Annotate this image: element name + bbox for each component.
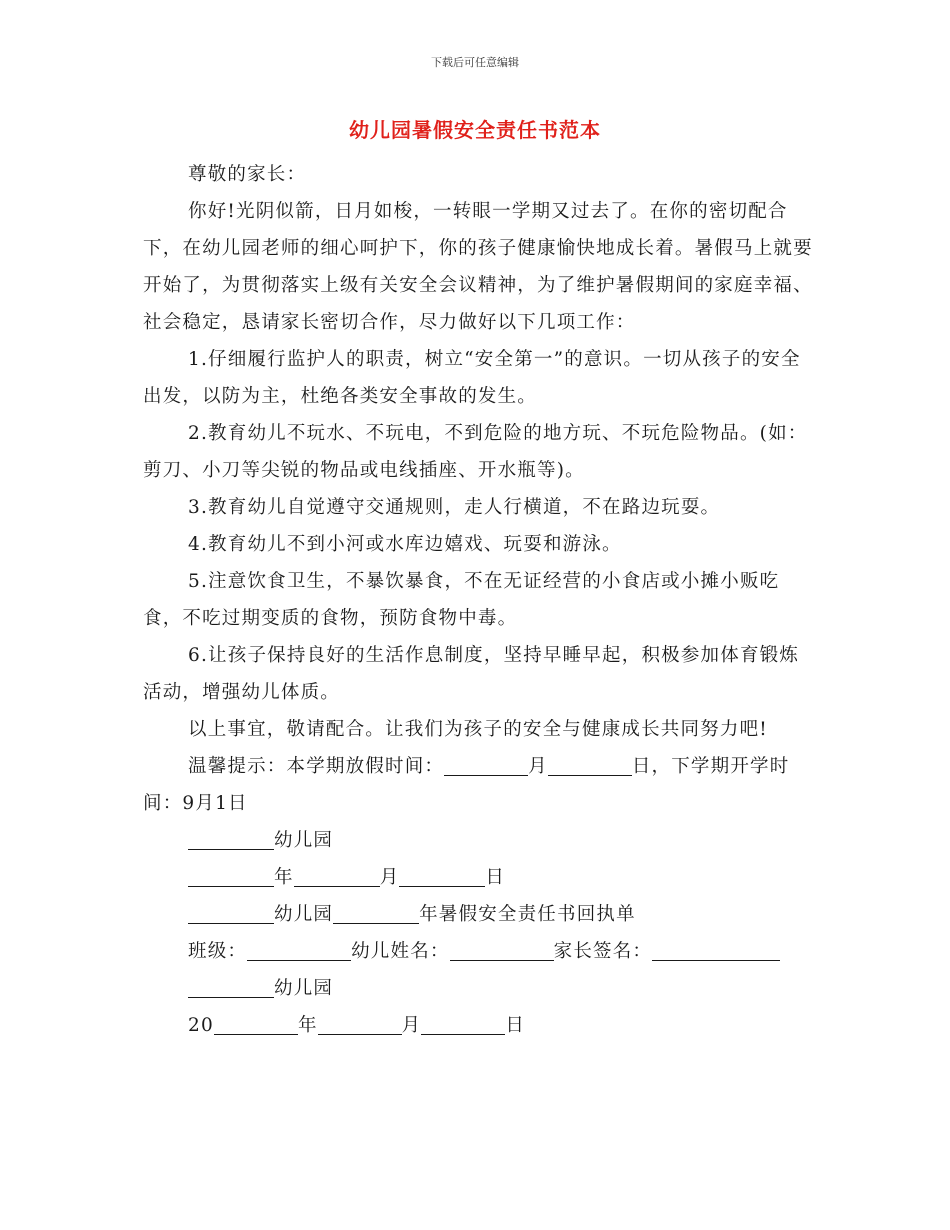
day-label: 日 xyxy=(485,867,506,888)
blank-line xyxy=(399,864,485,887)
receipt-kindergarten-label: 幼儿园 xyxy=(274,904,334,925)
blank-line xyxy=(188,975,274,998)
salutation: 尊敬的家长： xyxy=(188,164,307,185)
header-note: 下载后可任意编辑 xyxy=(431,56,519,69)
blank-line xyxy=(188,901,274,924)
list-item: 6.让孩子保持良好的生活作息制度，坚持早睡早起，积极参加体育锻炼活动，增强幼儿体质。 xyxy=(143,645,800,703)
document-body xyxy=(143,156,813,1044)
receipt-kindergarten-sign: 幼儿园 xyxy=(274,978,334,999)
kindergarten-label: 幼儿园 xyxy=(274,830,334,851)
reminder-month: 月 xyxy=(528,756,548,777)
blank-line xyxy=(318,1012,402,1035)
blank-line xyxy=(214,1012,298,1035)
parent-signature-label: 家长签名： xyxy=(553,941,653,962)
child-name-label: 幼儿姓名： xyxy=(351,941,450,962)
list-item: 2.教育幼儿不玩水、不玩电，不到危险的地方玩、不玩危险物品。(如：剪刀、小刀等尖锐的物品或电线插座、开水瓶等)。 xyxy=(143,423,808,481)
blank-line xyxy=(188,864,274,887)
day-label: 日 xyxy=(505,1015,526,1036)
parent-signature-blank xyxy=(652,938,780,961)
receipt-date xyxy=(143,1007,813,1044)
blank-line xyxy=(294,864,380,887)
list-item: 5.注意饮食卫生，不暴饮暴食，不在无证经营的小食店或小摊小贩吃食，不吃过期变质的食物，预防食物中毒。 xyxy=(143,571,780,629)
year-label: 年 xyxy=(297,1015,318,1036)
reminder-prefix: 温馨提示：本学期放假时间： xyxy=(188,756,445,777)
intro-paragraph: 你好!光阴似箭，日月如梭，一转眼一学期又过去了。在你的密切配合下，在幼儿园老师的细心呵护下，你的孩子健康愉快地成长着。暑假马上就要开始了，为贯彻落实上级有关安全会议精神，为了维护暑假期间的家庭幸福、社会稳定，恳请家长密切合作，尽力做好以下几项工作： xyxy=(143,201,813,333)
reminder-tail: 日，下学期开学时间：9月1日 xyxy=(143,756,790,814)
month-label: 月 xyxy=(379,867,400,888)
closing-paragraph: 以上事宜，敬请配合。让我们为孩子的安全与健康成长共同努力吧! xyxy=(188,719,768,740)
receipt-title-suffix: 年暑假安全责任书回执单 xyxy=(419,904,636,925)
list-item: 1.仔细履行监护人的职责，树立“安全第一”的意识。一切从孩子的安全出发，以防为主，杜绝各类安全事故的发生。 xyxy=(143,349,801,407)
blank-line xyxy=(444,753,528,776)
blank-line xyxy=(333,901,419,924)
list-item: 4.教育幼儿不到小河或水库边嬉戏、玩耍和游泳。 xyxy=(188,534,622,555)
signature-kindergarten xyxy=(143,822,813,859)
child-name-blank xyxy=(450,938,554,961)
blank-line xyxy=(188,827,274,850)
month-label: 月 xyxy=(401,1015,422,1036)
signature-date xyxy=(143,859,813,896)
year-label: 年 xyxy=(274,867,294,888)
reminder-paragraph xyxy=(143,748,813,822)
year-prefix: 20 xyxy=(188,1015,214,1036)
blank-line xyxy=(548,753,632,776)
class-blank xyxy=(247,938,351,961)
blank-line xyxy=(421,1012,505,1035)
receipt-title xyxy=(143,896,813,933)
receipt-fields xyxy=(143,933,813,970)
class-label: 班级： xyxy=(188,941,248,962)
receipt-kindergarten xyxy=(143,970,813,1007)
list-item: 3.教育幼儿自觉遵守交通规则，走人行横道，不在路边玩耍。 xyxy=(188,497,721,518)
document-title: 幼儿园暑假安全责任书范本 xyxy=(349,118,601,142)
